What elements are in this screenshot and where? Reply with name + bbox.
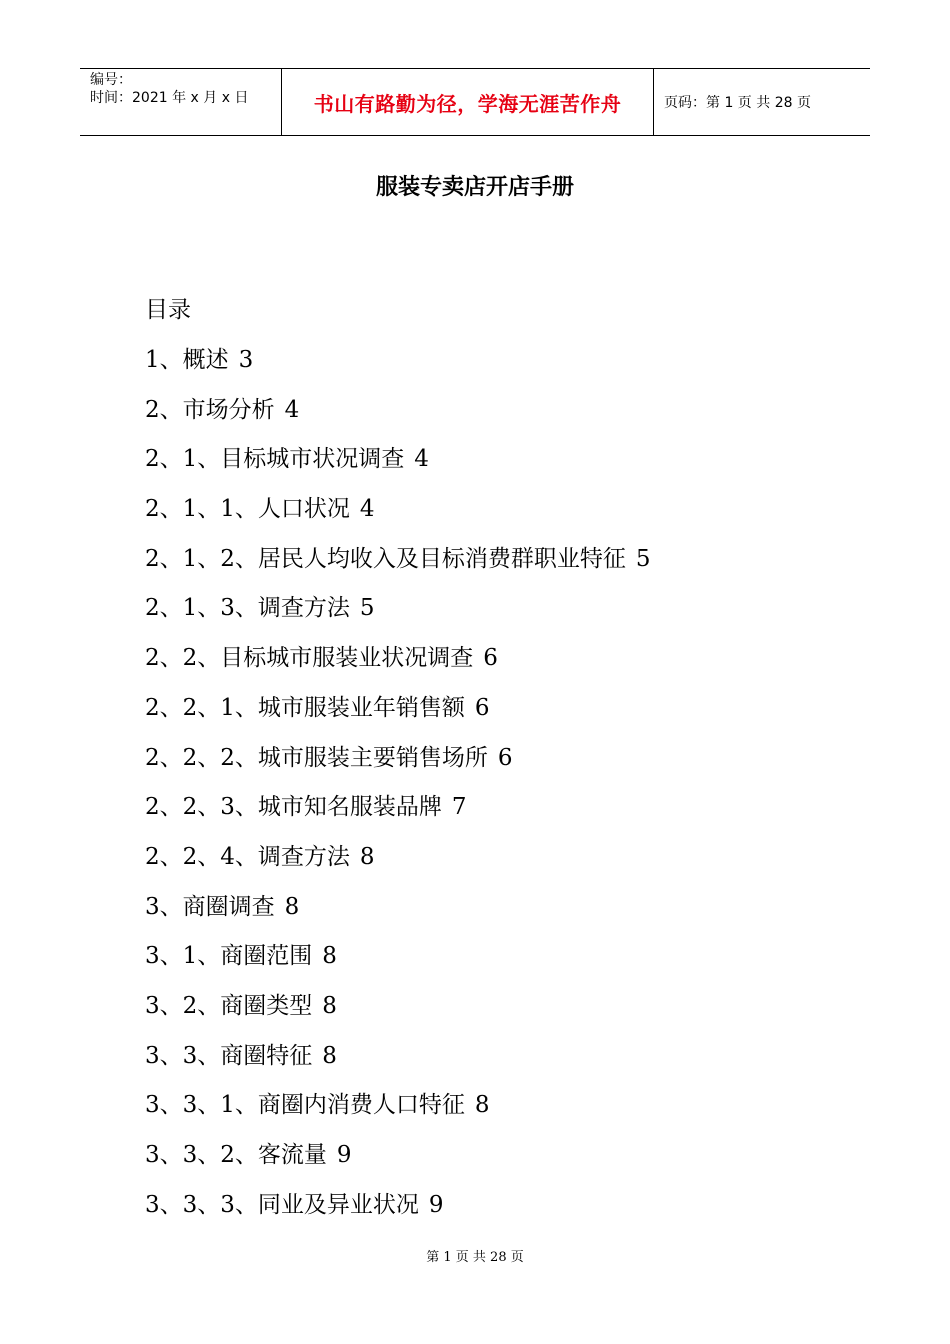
toc-item[interactable] [145, 837, 651, 887]
toc-item[interactable] [145, 1135, 651, 1185]
toc-item[interactable] [145, 390, 651, 440]
toc-item-label: 3、3、1、商圈内消费人口特征 [145, 1092, 465, 1119]
toc-item-page: 4 [284, 396, 300, 423]
toc-item-label: 2、1、1、人口状况 [145, 496, 350, 523]
toc-item-page: 5 [635, 545, 651, 572]
toc-item[interactable] [145, 1036, 651, 1086]
toc-item-page: 8 [322, 1042, 337, 1069]
toc-item[interactable] [145, 340, 651, 390]
toc-item-page: 6 [483, 645, 498, 672]
document-header [80, 68, 870, 136]
toc-item-page: 9 [428, 1191, 444, 1218]
toc-item-page: 3 [238, 347, 254, 373]
toc-item-label: 3、1、商圈范围 [145, 943, 313, 970]
toc-item[interactable] [145, 638, 651, 688]
toc-item[interactable] [145, 1085, 651, 1135]
toc-item-label: 2、2、4、调查方法 [145, 843, 350, 870]
toc-item-label: 3、3、商圈特征 [145, 1042, 313, 1069]
toc-item[interactable] [145, 936, 651, 986]
document-time-label: 时间：2021 年 x 月 x 日 [90, 90, 249, 106]
toc-item[interactable] [145, 489, 651, 539]
toc-item-page: 8 [322, 943, 337, 970]
page-footer: 第 1 页 共 28 页 [426, 1250, 524, 1265]
document-title: 服装专卖店开店手册 [375, 174, 574, 200]
toc-heading: 目录 [145, 297, 191, 323]
header-motto: 书山有路勤为径，学海无涯苦作舟 [282, 69, 654, 135]
toc-item-label: 2、1、2、居民人均收入及目标消费群职业特征 [145, 545, 626, 572]
toc-item-label: 2、1、3、调查方法 [145, 595, 350, 622]
header-page-info: 页码：第 1 页 共 28 页 [664, 95, 811, 111]
toc-item[interactable] [145, 439, 651, 489]
toc-item-label: 2、2、2、城市服装主要销售场所 [145, 744, 488, 771]
toc-item-page: 8 [359, 843, 375, 870]
toc-item-page: 5 [359, 595, 375, 622]
toc-item-label: 2、2、1、城市服装业年销售额 [145, 694, 465, 721]
toc-list [145, 340, 651, 1234]
toc-item[interactable] [145, 787, 651, 837]
toc-item-page: 8 [322, 992, 337, 1019]
toc-item-page: 6 [474, 694, 490, 721]
toc-item[interactable] [145, 1185, 651, 1235]
toc-item[interactable] [145, 688, 651, 738]
toc-item-page: 8 [474, 1092, 490, 1119]
toc-item-page: 8 [284, 893, 300, 920]
table-of-contents [145, 290, 651, 1234]
toc-item-page: 9 [336, 1142, 352, 1168]
header-meta [80, 69, 282, 135]
toc-item-label: 3、商圈调查 [145, 893, 275, 920]
toc-item-page: 4 [414, 446, 429, 473]
toc-item-page: 6 [497, 744, 513, 771]
toc-item-label: 2、市场分析 [145, 396, 275, 423]
toc-item[interactable] [145, 738, 651, 788]
toc-item[interactable] [145, 986, 651, 1036]
toc-item[interactable] [145, 588, 651, 638]
toc-item-label: 2、2、3、城市知名服装品牌 [145, 794, 442, 821]
toc-item-label: 3、3、3、同业及异业状况 [145, 1191, 419, 1218]
toc-item[interactable] [145, 887, 651, 937]
toc-item-label: 1、概述 [145, 347, 229, 373]
toc-item-label: 2、1、目标城市状况调查 [145, 446, 405, 473]
toc-item-label: 3、3、2、客流量 [145, 1142, 327, 1168]
toc-item-page: 4 [359, 496, 375, 523]
toc-item-page: 7 [451, 794, 467, 821]
toc-item-label: 3、2、商圈类型 [145, 992, 313, 1019]
document-number-label: 编号： [90, 72, 132, 88]
toc-item[interactable] [145, 539, 651, 589]
toc-item-label: 2、2、目标城市服装业状况调查 [145, 645, 474, 672]
